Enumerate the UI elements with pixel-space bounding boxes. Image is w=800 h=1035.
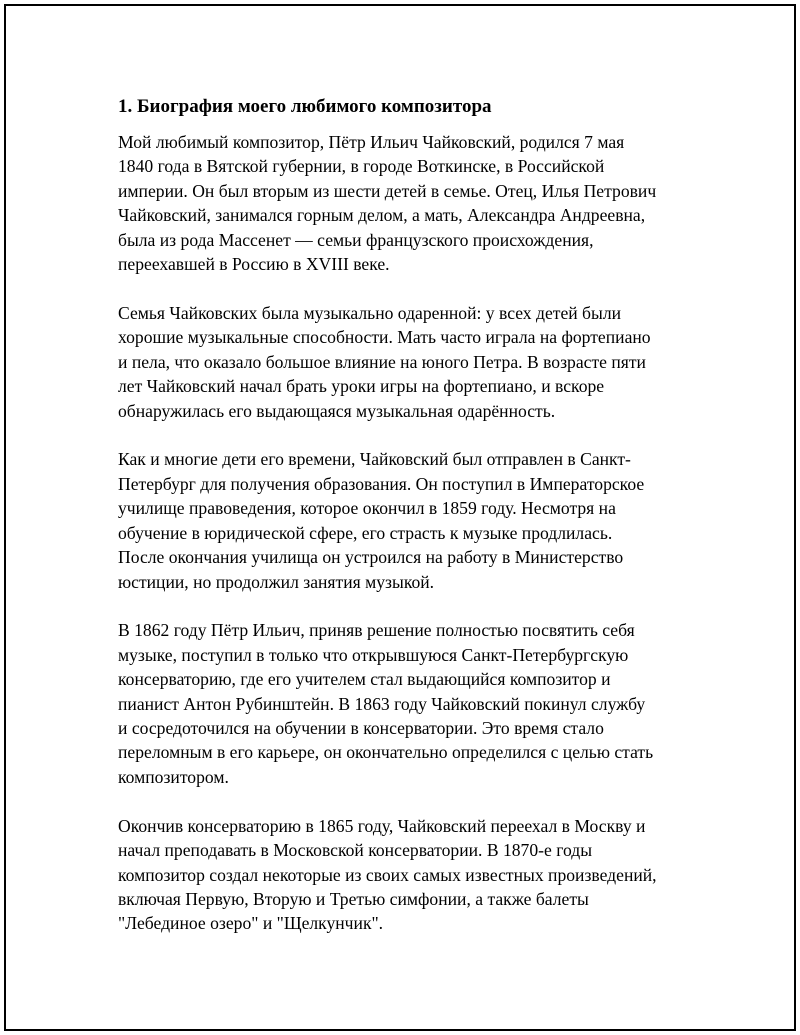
- text-line: обнаружилась его выдающаяся музыкальная одарённость.: [118, 400, 556, 421]
- text-line: училище правоведения, которое окончил в 1859 году. Несмотря на: [118, 498, 616, 519]
- text-line: Чайковский, занимался горным делом, а мать, Александра Андреевна,: [118, 205, 646, 226]
- paragraph-1: [118, 130, 688, 276]
- text-line: включая Первую, Вторую и Третью симфонии, а также балеты: [118, 888, 589, 909]
- text-line: переломным в его карьере, он окончательно определился с целью стать: [118, 742, 654, 763]
- text-line: и сосредоточился на обучении в консерватории. Это время стало: [118, 718, 604, 739]
- text-line: композитором.: [118, 766, 229, 787]
- text-line: "Лебединое озеро" и "Щелкунчик".: [118, 913, 384, 934]
- text-line: Мой любимый композитор, Пётр Ильич Чайковский, родился 7 мая: [118, 132, 625, 152]
- paragraph-2: [118, 301, 688, 423]
- text-line: была из рода Массенет — семьи французского происхождения,: [118, 229, 594, 250]
- text-line: юстиции, но продолжил занятия музыкой.: [118, 571, 435, 592]
- paragraph-3: [118, 447, 688, 593]
- text-line: композитор создал некоторые из своих самых известных произведений,: [118, 864, 657, 885]
- text-line: Как и многие дети его времени, Чайковский был отправлен в Санкт-: [118, 449, 631, 470]
- text-line: пианист Антон Рубинштейн. В 1863 году Чайковский покинул службу: [118, 693, 646, 714]
- text-line: 1840 года в Вятской губернии, в городе Воткинске, в Российской: [118, 156, 605, 177]
- text-line: и пела, что оказало большое влияние на юного Петра. В возрасте пяти: [118, 351, 646, 372]
- paragraph-4: [118, 618, 688, 789]
- paragraph-5: [118, 814, 688, 936]
- section-heading: 1. Биография моего любимого композитора: [118, 96, 492, 117]
- text-line: лет Чайковский начал брать уроки игры на фортепиано, и вскоре: [118, 376, 605, 397]
- document-body: [118, 94, 688, 960]
- text-line: хорошие музыкальные способности. Мать часто играла на фортепиано: [118, 327, 651, 348]
- text-line: Петербург для получения образования. Он поступил в Императорское: [118, 473, 645, 494]
- text-line: Семья Чайковских была музыкально одаренной: у всех детей были: [118, 302, 622, 323]
- text-line: Окончив консерваторию в 1865 году, Чайковский переехал в Москву и: [118, 815, 646, 836]
- text-line: империи. Он был вторым из шести детей в семье. Отец, Илья Петрович: [118, 180, 657, 201]
- text-line: обучение в юридической сфере, его страсть к музыке продлилась.: [118, 522, 613, 543]
- text-line: музыке, поступил в только что открывшуюся Санкт-Петербургскую: [118, 644, 629, 665]
- text-line: начал преподавать в Московской консерватории. В 1870-е годы: [118, 840, 593, 861]
- text-line: переехавшей в Россию в XVIII веке.: [118, 254, 390, 275]
- text-line: В 1862 году Пётр Ильич, приняв решение полностью посвятить себя: [118, 620, 635, 641]
- text-line: консерваторию, где его учителем стал выдающийся композитор и: [118, 669, 611, 690]
- text-line: После окончания училища он устроился на работу в Министерство: [118, 547, 624, 568]
